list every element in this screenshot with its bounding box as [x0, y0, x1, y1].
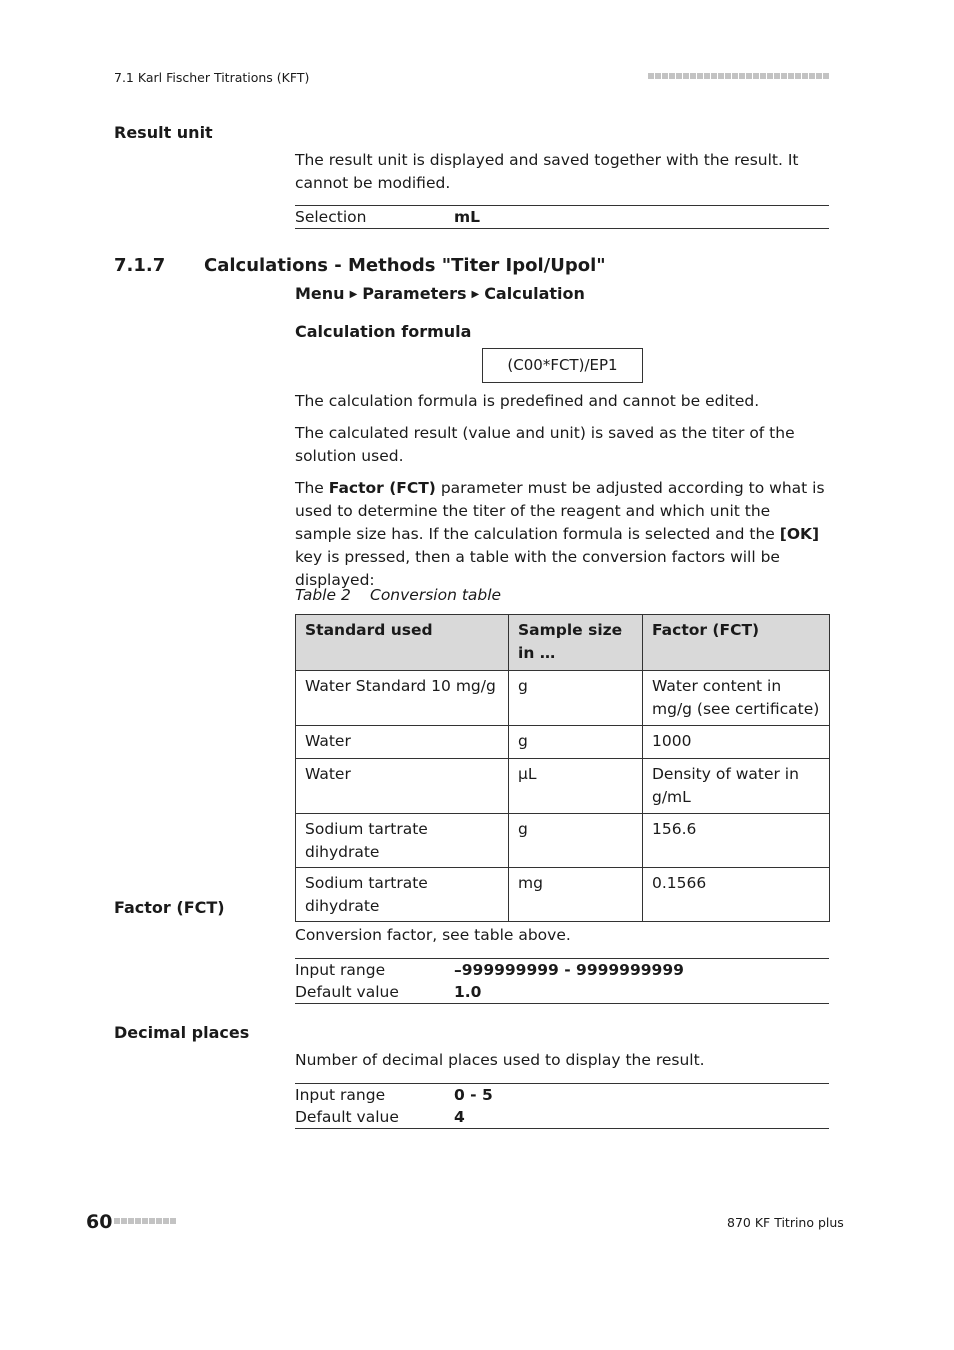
section-title: Calculations - Methods "Titer Ipol/Upol": [204, 255, 606, 276]
conversion-table: [295, 614, 830, 922]
result-unit-param-table: [295, 205, 829, 229]
paragraph-titer: The calculated result (value and unit) is saved as the titer of the solution used.: [295, 424, 795, 465]
default-value: 1.0: [454, 983, 482, 1001]
factor-description: Conversion factor, see table above.: [295, 926, 571, 944]
formula-box: (C00*FCT)/EP1: [482, 348, 643, 383]
caption-title: Conversion table: [370, 586, 502, 604]
caption-label: Table 2: [295, 586, 351, 604]
table-cell: Density of water in g/mL: [643, 759, 830, 814]
decimal-places-param-table: [295, 1083, 829, 1129]
section-heading: [114, 255, 606, 276]
factor-param-table: [295, 958, 829, 1004]
table-row: [296, 671, 830, 726]
factor-title: Factor (FCT): [114, 898, 225, 917]
selection-label: Selection: [295, 208, 367, 226]
table-row: [296, 726, 830, 759]
table-header-row: [296, 615, 830, 671]
factor-term: Factor (FCT): [328, 479, 436, 497]
selection-row: [295, 206, 829, 228]
formula-heading: Calculation formula: [295, 322, 472, 341]
table-cell: Sodium tartrate dihydrate: [296, 814, 509, 868]
table-cell: μL: [509, 759, 643, 814]
arrow-right-icon: ▶: [349, 289, 358, 300]
input-range-value: 0 - 5: [454, 1086, 493, 1104]
table-row: [296, 759, 830, 814]
result-unit-description: The result unit is displayed and saved together with the result. It cannot be modified.: [295, 151, 799, 192]
default-value-row: [295, 981, 829, 1003]
page-number: 60: [86, 1211, 113, 1233]
table-cell: g: [509, 814, 643, 868]
column-header: Standard used: [296, 615, 509, 671]
table-cell: g: [509, 726, 643, 759]
input-range-row: [295, 959, 829, 981]
column-header: Sample size in …: [509, 615, 643, 671]
header-decoration: [648, 73, 829, 79]
table-cell: 0.1566: [643, 868, 830, 922]
table-row: [296, 868, 830, 922]
table-cell: 1000: [643, 726, 830, 759]
input-range-row: [295, 1084, 829, 1106]
selection-value: mL: [454, 208, 481, 226]
input-range-value: –999999999 - 9999999999: [454, 961, 684, 979]
paragraph-factor: [295, 477, 830, 592]
menu-path-item: Parameters: [362, 284, 467, 303]
table-cell: Water: [296, 726, 509, 759]
table-cell: 156.6: [643, 814, 830, 868]
table-row: [296, 814, 830, 868]
table-cell: Water: [296, 759, 509, 814]
arrow-right-icon: ▶: [471, 289, 480, 300]
ok-key-term: [OK]: [779, 525, 820, 543]
paragraph-predefined: The calculation formula is predefined and cannot be edited.: [295, 392, 760, 410]
menu-path-item: Menu: [295, 284, 345, 303]
default-value: 4: [454, 1108, 465, 1126]
menu-path-item: Calculation: [484, 284, 585, 303]
default-value-label: Default value: [295, 1108, 399, 1126]
table-cell: Water content in mg/g (see certificate): [643, 671, 830, 726]
table-cell: Water Standard 10 mg/g: [296, 671, 509, 726]
table-cell: g: [509, 671, 643, 726]
default-value-label: Default value: [295, 983, 399, 1001]
running-header: 7.1 Karl Fischer Titrations (KFT): [114, 70, 310, 85]
footer-decoration: [114, 1218, 176, 1224]
menu-path: [295, 284, 585, 303]
section-number: 7.1.7: [114, 255, 166, 276]
text-run: parameter must be adjusted according to what is used to determine the titer of the reagent and which unit the sample size has. If the calculation formula is selected and the: [295, 479, 825, 543]
text-run: key is pressed, then a table with the conversion factors will be displayed:: [295, 548, 780, 589]
input-range-label: Input range: [295, 1086, 386, 1104]
input-range-label: Input range: [295, 961, 386, 979]
decimal-places-description: Number of decimal places used to display the result.: [295, 1051, 705, 1069]
column-header: Factor (FCT): [643, 615, 830, 671]
result-unit-title: Result unit: [114, 123, 213, 142]
table-cell: mg: [509, 868, 643, 922]
product-name: 870 KF Titrino plus: [727, 1215, 844, 1230]
text-run: The: [295, 479, 329, 497]
table-cell: Sodium tartrate dihydrate: [296, 868, 509, 922]
default-value-row: [295, 1106, 829, 1128]
decimal-places-title: Decimal places: [114, 1023, 250, 1042]
table-caption: [295, 586, 501, 604]
